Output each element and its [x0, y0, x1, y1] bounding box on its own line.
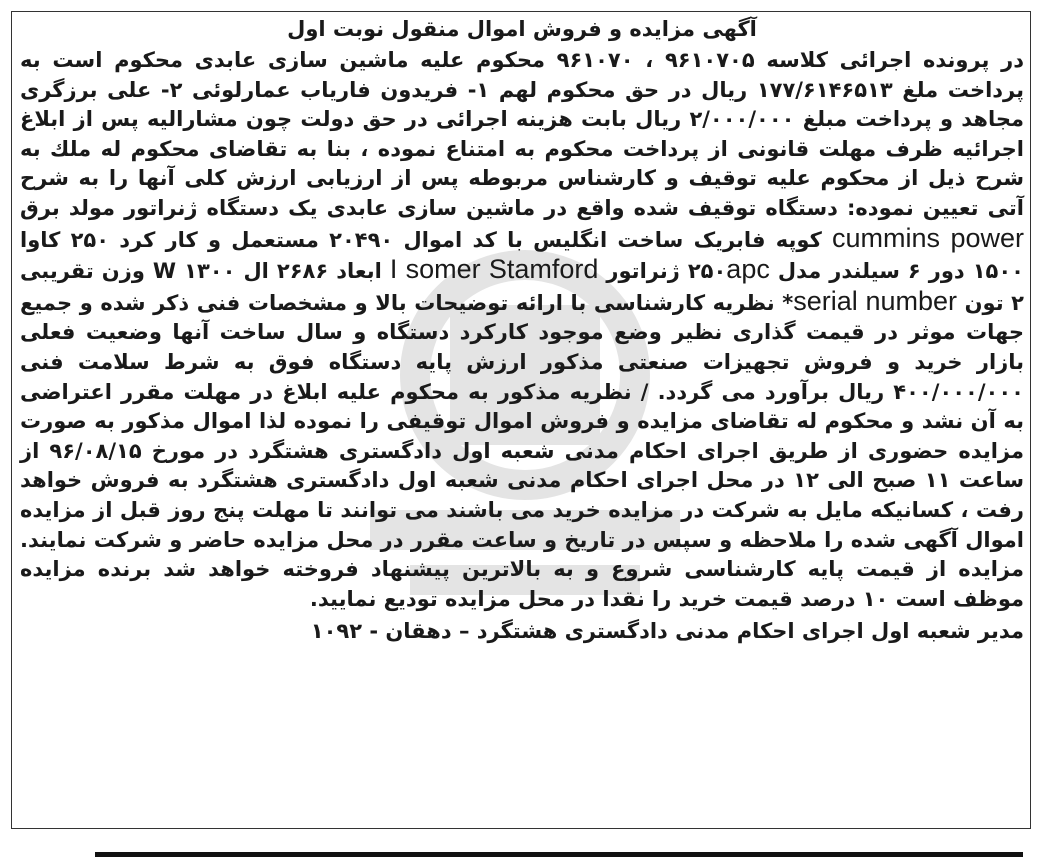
latin-term: serial number: [793, 285, 958, 316]
notice-content: [20, 14, 1024, 646]
notice-body: [20, 46, 1024, 614]
notice-signature: مدیر شعبه اول اجرای احکام مدنی دادگستری هشتگرد – دهقان - ۱۰۹۲: [310, 619, 1024, 644]
body-segment: ۲۵۰ ژنراتور: [598, 259, 727, 284]
body-segment: * نظریه کارشناسی با ارائه توضیحات بالا و مشخصات فنی ذکر شده و جمیع جهات موثر در قیمت گذاری نظیر وضع موجود کارکرد دستگاه و سال ساخت آنها وضعیت فعلی بازار خرید و فروش تجهیزات صنعتی مذکور ارزش پایه دستگاه فوق به شرط سلامت فنی ۴۰۰/۰۰۰/۰۰۰ ریال برآورد می گردد. / نظریه مذکور به محکوم علیه ابلاغ در مهلت مقرر اعتراضی به آن نشد و محکوم له تقاضای مزایده و فروش اموال توقیفی را نموده لذا اموال مذکور به صورت مزایده حضوری از طریق اجرای احکام مدنی شعبه اول دادگستری هشتگرد در مورخ ۹۶/۰۸/۱۵ از ساعت ۱۱ صبح الی ۱۲ در محل اجرای احکام مدنی شعبه اول دادگستری هشتگرد به فروش خواهد رفت ، کسانیکه مایل به شرکت در مزایده خرید می باشند می توانند تا مهلت پنج روز قبل از مزایده اموال آگهی شده را ملاحظه و سپس در تاریخ و ساعت مقرر در محل مزایده حاضر و شرکت نمایند. مزایده از قیمت پایه کارشناسی شروع و به بالاترین پیشنهاد فروخته خواهد شد برنده مزایده موظف است ۱۰ درصد قیمت خرید را نقدا در محل مزایده تودیع نمایید.: [20, 290, 1025, 611]
body-segment: ابعاد ۲۶۸۶ ال ۱۳۰۰ W وزن تقریبی ۲ تون: [20, 259, 1024, 315]
latin-term: apc: [726, 254, 770, 285]
body-segment: در پرونده اجرائی کلاسه ۹۶۱۰۷۰۵ ، ۹۶۱۰۷۰ محکوم علیه ماشین سازی عابدی محکوم است به پرداخت ملغ ۱۷۷/۶۱۴۶۵۱۳ ریال در حق محکوم لهم ۱- فریدون فاریاب عمارلوئی ۲- علی برزگری مجاهد و پرداخت مبلغ ۲/۰۰۰/۰۰۰ ریال بابت هزینه اجرائی در حق دولت چون مشارالیه پس از ابلاغ اجرائیه ظرف مهلت قانونی از پرداخت محکوم به امتناع نموده ، بنا به تقاضای محکوم له ملك به شرح ذیل از محکوم علیه توقیف و کارشناس مربوطه پس از ارزیابی ارزش کلی آنها را به شرح آتی تعیین نموده: دستگاه توقیف شده واقع در ماشین سازی عابدی یک دستگاه ژنراتور مولد برق: [20, 48, 1025, 220]
latin-term: cummins power: [832, 222, 1024, 253]
notice-title: آگهی مزایده و فروش اموال منقول نوبت اول: [287, 17, 757, 41]
body-segment: کوپه فابریک ساخت انگلیس با کد اموال ۲۰۴۹۰ مستعمل و کار کرد ۲۵۰ کاوا ۱۵۰۰ دور ۶ سیلندر مدل: [20, 227, 1025, 284]
bottom-rule: [95, 852, 1023, 857]
latin-term: I somer Stamford: [389, 254, 599, 285]
